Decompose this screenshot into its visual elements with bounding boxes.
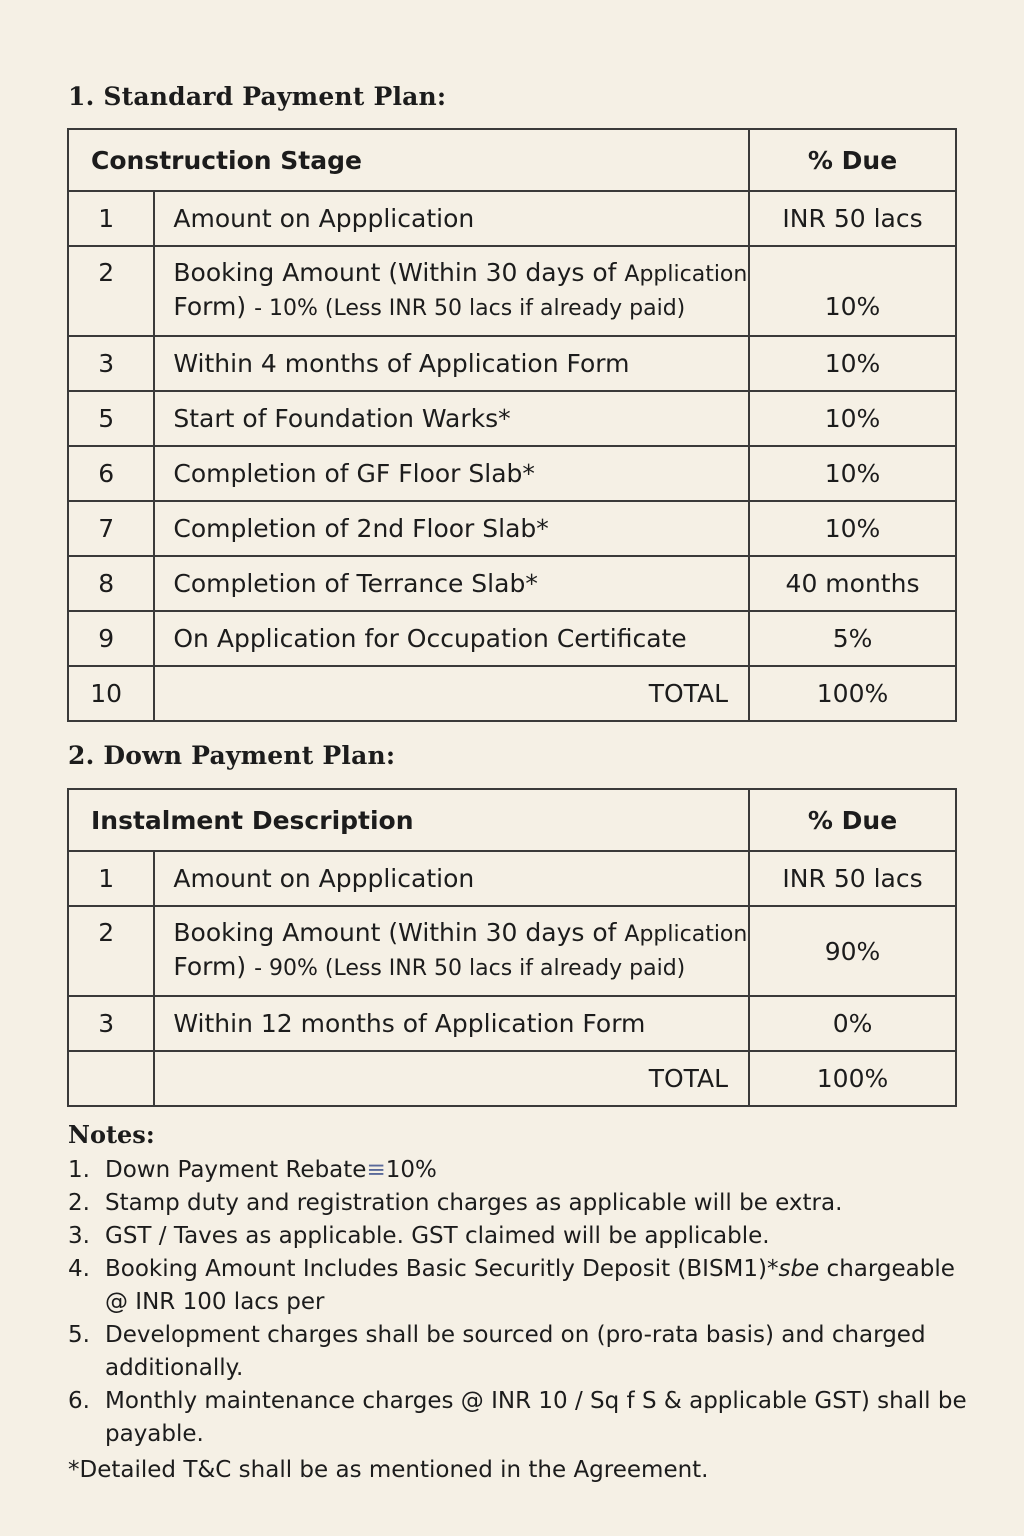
- note-number: 4.: [68, 1256, 90, 1282]
- row-due: 10%: [749, 391, 956, 446]
- total-due: 100%: [749, 1051, 956, 1106]
- note-text-value: 10%: [385, 1157, 437, 1183]
- header-construction-stage: Construction Stage: [68, 129, 749, 191]
- table-row: [68, 391, 956, 446]
- note-text-rest: chargeable @ INR 100 lacs per: [105, 1256, 955, 1315]
- row-number: 1: [68, 191, 154, 246]
- note-item: [68, 1253, 968, 1319]
- desc-line1: Booking Amount (Within 30 days of: [173, 258, 625, 287]
- row-due: 40 months: [749, 556, 956, 611]
- table-row: [68, 191, 956, 246]
- row-due: INR 50 lacs: [749, 191, 956, 246]
- row-due: INR 50 lacs: [749, 851, 956, 906]
- row-due: 0%: [749, 996, 956, 1051]
- desc-line2-small: - 90% (Less INR 50 lacs if already paid): [254, 956, 686, 981]
- desc-line1-small: Application: [624, 922, 748, 947]
- note-item: [68, 1154, 968, 1187]
- row-description: Completion of 2nd Floor Slab*: [154, 501, 749, 556]
- row-description: Completion of Terrance Slab*: [154, 556, 749, 611]
- row-due: 10%: [749, 446, 956, 501]
- note-number: 2.: [68, 1190, 90, 1216]
- note-text-italic: *sbe: [767, 1256, 820, 1282]
- row-description: [154, 246, 749, 336]
- row-description: Start of Foundation Warks*: [154, 391, 749, 446]
- row-due: 10%: [749, 246, 956, 336]
- row-description: Within 12 months of Application Form: [154, 996, 749, 1051]
- row-number: 2: [68, 246, 154, 336]
- row-number: 6: [68, 446, 154, 501]
- note-text: Development charges shall be sourced on (pro-rata basis) and charged additionally.: [105, 1322, 926, 1381]
- note-text: Booking Amount Includes Basic Securitly Deposit (BISM1): [105, 1256, 768, 1282]
- desc-line2: Form): [173, 952, 255, 981]
- total-label: TOTAL: [154, 666, 749, 721]
- terms-footnote: *Detailed T&C shall be as mentioned in the Agreement.: [68, 1457, 709, 1483]
- table-header-row: [68, 129, 956, 191]
- row-description: Completion of GF Floor Slab*: [154, 446, 749, 501]
- note-number: 6.: [68, 1388, 90, 1414]
- note-item: [68, 1385, 968, 1451]
- table-row: [68, 996, 956, 1051]
- total-due: 100%: [749, 666, 956, 721]
- note-text: Monthly maintenance charges @ INR 10 / Sq f S & applicable GST) shall be payable.: [105, 1388, 967, 1447]
- total-row-number: 10: [68, 666, 154, 721]
- table-row: [68, 336, 956, 391]
- note-item: [68, 1319, 968, 1385]
- total-label: TOTAL: [154, 1051, 749, 1106]
- standard-payment-table: [67, 128, 957, 722]
- row-description: Amount on Appplication: [154, 851, 749, 906]
- row-number: 3: [68, 336, 154, 391]
- row-number: 7: [68, 501, 154, 556]
- down-payment-table: [67, 788, 957, 1107]
- table-row: [68, 246, 956, 336]
- row-due: 10%: [749, 501, 956, 556]
- notes-list: [68, 1154, 968, 1451]
- note-equiv-symbol: ≡: [366, 1157, 386, 1183]
- total-row-number: [68, 1051, 154, 1106]
- note-text: GST / Taves as applicable. GST claimed will be applicable.: [105, 1223, 770, 1249]
- note-number: 3.: [68, 1223, 90, 1249]
- desc-line2: Form): [173, 292, 255, 321]
- table-row: [68, 556, 956, 611]
- table-row: [68, 611, 956, 666]
- header-due: % Due: [749, 129, 956, 191]
- table-row: [68, 446, 956, 501]
- row-description: Amount on Appplication: [154, 191, 749, 246]
- row-number: 1: [68, 851, 154, 906]
- note-number: 1.: [68, 1157, 90, 1183]
- desc-line1: Booking Amount (Within 30 days of: [173, 918, 625, 947]
- header-due: % Due: [749, 789, 956, 851]
- table-total-row: [68, 1051, 956, 1106]
- row-number: 8: [68, 556, 154, 611]
- row-number: 9: [68, 611, 154, 666]
- table-row: [68, 906, 956, 996]
- table-row: [68, 851, 956, 906]
- desc-line1-small: Application: [624, 262, 748, 287]
- note-text: Down Payment Rebate: [105, 1157, 367, 1183]
- standard-plan-title: 1. Standard Payment Plan:: [68, 82, 447, 111]
- row-description: Within 4 months of Application Form: [154, 336, 749, 391]
- notes-title: Notes:: [68, 1120, 155, 1149]
- table-row: [68, 501, 956, 556]
- row-number: 2: [68, 906, 154, 996]
- desc-line2-small: - 10% (Less INR 50 lacs if already paid): [254, 296, 686, 321]
- note-text: Stamp duty and registration charges as applicable will be extra.: [105, 1190, 843, 1216]
- note-number: 5.: [68, 1322, 90, 1348]
- row-due: 10%: [749, 336, 956, 391]
- header-instalment-description: Instalment Description: [68, 789, 749, 851]
- row-number: 5: [68, 391, 154, 446]
- row-due: 5%: [749, 611, 956, 666]
- down-plan-title: 2. Down Payment Plan:: [68, 741, 396, 770]
- row-description: [154, 906, 749, 996]
- row-description: On Application for Occupation Certificate: [154, 611, 749, 666]
- row-due: 90%: [749, 906, 956, 996]
- table-total-row: [68, 666, 956, 721]
- note-item: [68, 1187, 968, 1220]
- row-number: 3: [68, 996, 154, 1051]
- table-header-row: [68, 789, 956, 851]
- note-item: [68, 1220, 968, 1253]
